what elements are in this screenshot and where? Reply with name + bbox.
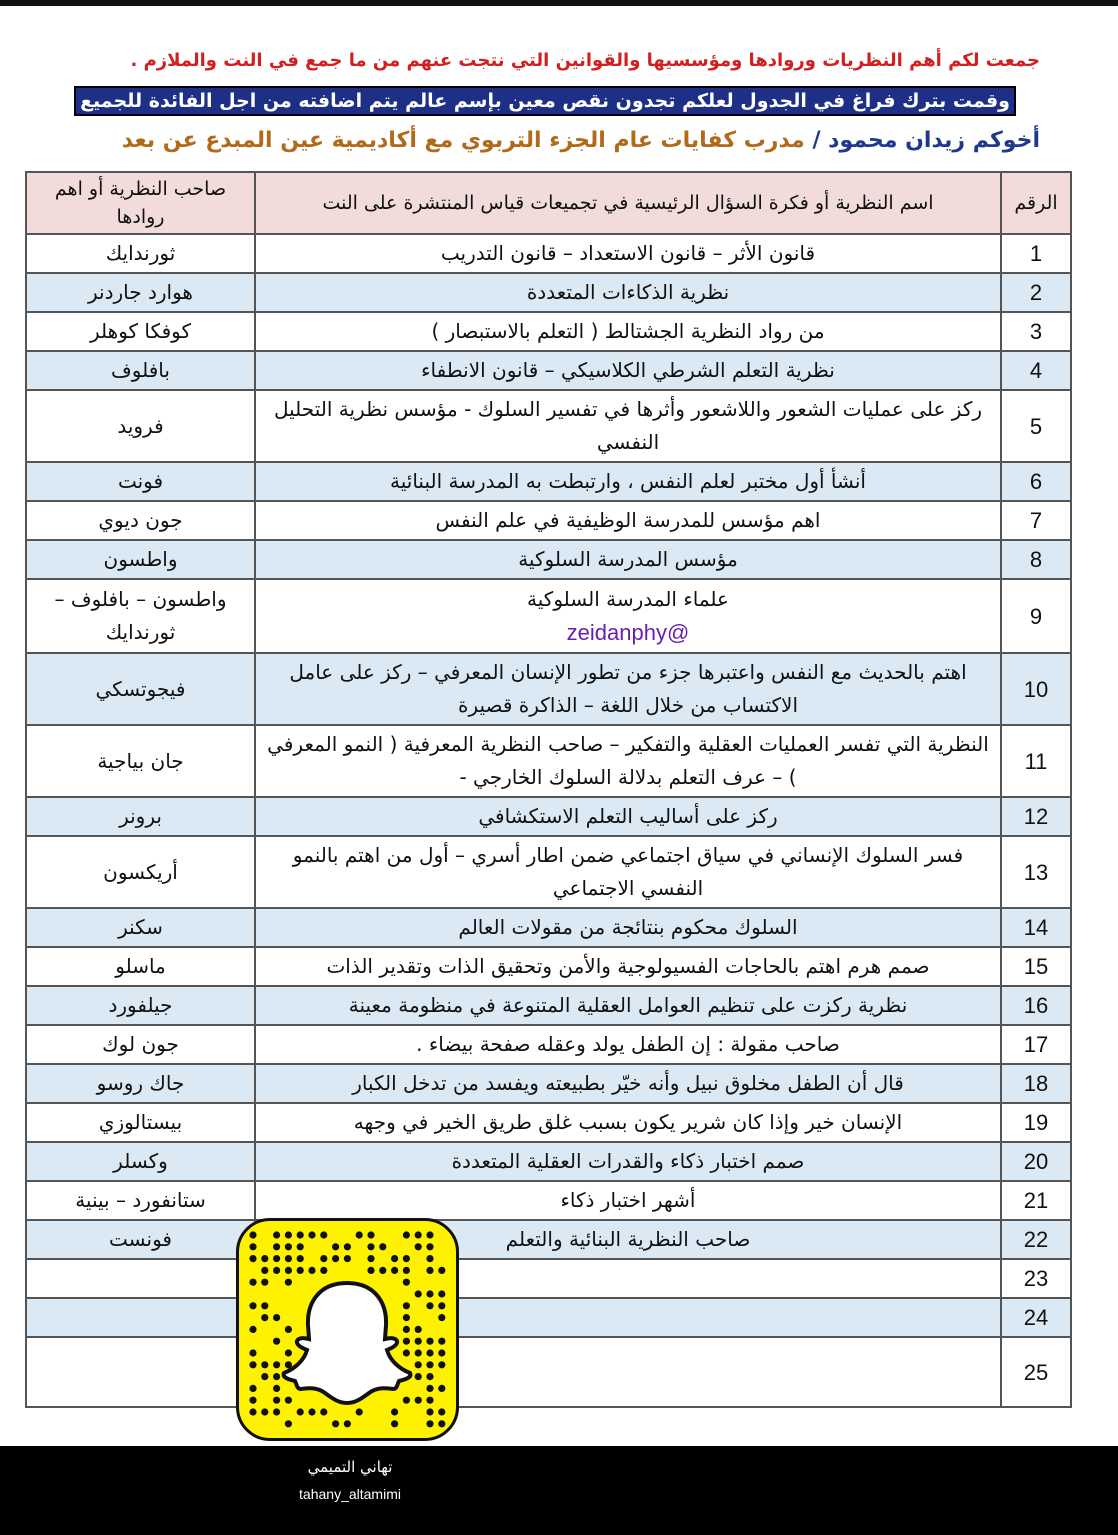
- theory-text: قانون الأثر – قانون الاستعداد – قانون التدريب: [440, 241, 816, 265]
- header-owner: صاحب النظرية أو اهم روادها: [26, 172, 255, 234]
- snapcode-dot: [391, 1420, 398, 1427]
- table-row: [26, 797, 1071, 836]
- row-theory: [255, 947, 1001, 986]
- row-owner: وكسلر: [26, 1142, 255, 1181]
- snapcode-dot: [261, 1361, 268, 1368]
- snapcode-dot: [249, 1361, 256, 1368]
- snapcode-dot: [249, 1385, 256, 1392]
- snapcode-dot: [297, 1255, 304, 1262]
- snapcode-dot: [367, 1255, 374, 1262]
- snapcode-dot: [391, 1408, 398, 1415]
- snapcode-dot: [391, 1255, 398, 1262]
- theory-text: نظرية التعلم الشرطي الكلاسيكي – قانون الانطفاء: [421, 358, 835, 382]
- snapcode-dot: [438, 1314, 445, 1321]
- snapcode-dot: [403, 1302, 410, 1309]
- theory-text: ركز على عمليات الشعور واللاشعور وأثرها في تفسير السلوك - مؤسس نظرية التحليل النفسي: [274, 397, 982, 454]
- snapcode-dot: [438, 1420, 445, 1427]
- table-row: [26, 653, 1071, 725]
- snapcode-dot: [403, 1397, 410, 1404]
- row-number: 11: [1001, 725, 1071, 797]
- snapcode-dot: [285, 1255, 292, 1262]
- row-owner: هوارد جاردنر: [26, 273, 255, 312]
- row-number: 7: [1001, 501, 1071, 540]
- snapcode-dot: [344, 1255, 351, 1262]
- snapcode-dot: [249, 1255, 256, 1262]
- row-number: 2: [1001, 273, 1071, 312]
- table-row: [26, 1220, 1071, 1259]
- snapcode-dot: [273, 1361, 280, 1368]
- snapcode-dot: [426, 1408, 433, 1415]
- row-owner: جون لوك: [26, 1025, 255, 1064]
- row-owner: [26, 1259, 255, 1298]
- table-row: [26, 1181, 1071, 1220]
- row-owner: [26, 1298, 255, 1337]
- row-theory: [255, 273, 1001, 312]
- snapcode-dot: [261, 1255, 268, 1262]
- footer-name: تهاني التميمي: [307, 1458, 393, 1476]
- row-theory: [255, 462, 1001, 501]
- footer-bar: [0, 1446, 1118, 1535]
- snapcode-dot: [320, 1231, 327, 1238]
- row-number: 5: [1001, 390, 1071, 462]
- snapcode-dot: [332, 1243, 339, 1250]
- snapcode-dot: [308, 1267, 315, 1274]
- table-row: [26, 1103, 1071, 1142]
- row-theory: [255, 540, 1001, 579]
- snapcode-dot: [273, 1231, 280, 1238]
- row-number: 25: [1001, 1337, 1071, 1407]
- snapcode-dot: [426, 1385, 433, 1392]
- snapcode-dot: [426, 1243, 433, 1250]
- theories-table: [25, 171, 1072, 1408]
- snapcode-dot: [285, 1243, 292, 1250]
- table-header-row: [26, 172, 1071, 234]
- theory-text: صاحب النظرية البنائية والتعلم: [505, 1227, 751, 1251]
- theory-text: ركز على أساليب التعلم الاستكشافي: [478, 804, 778, 828]
- snapcode-dot: [415, 1231, 422, 1238]
- snapcode-dot: [403, 1314, 410, 1321]
- theory-text: أشهر اختبار ذكاء: [560, 1188, 696, 1212]
- snapcode-dot: [367, 1243, 374, 1250]
- snapcode-dot: [438, 1267, 445, 1274]
- theory-text: علماء المدرسة السلوكية: [527, 587, 729, 611]
- row-theory: [255, 1142, 1001, 1181]
- snapcode-dot: [367, 1231, 374, 1238]
- ghost-icon: [284, 1283, 411, 1403]
- theory-text: الإنسان خير وإذا كان شرير يكون بسبب غلق طريق الخير في وجهه: [353, 1110, 903, 1134]
- theory-text: صمم هرم اهتم بالحاجات الفسيولوجية والأمن وتحقيق الذات وتقدير الذات: [326, 954, 930, 978]
- row-number: 22: [1001, 1220, 1071, 1259]
- row-theory: [255, 797, 1001, 836]
- table-row: [26, 501, 1071, 540]
- snapcode-dot: [403, 1231, 410, 1238]
- snapcode-dot: [320, 1255, 327, 1262]
- snapcode-dot: [273, 1385, 280, 1392]
- header-number: الرقم: [1001, 172, 1071, 234]
- snapcode-dot: [285, 1349, 292, 1356]
- snapcode-dot: [273, 1373, 280, 1380]
- row-number: 3: [1001, 312, 1071, 351]
- snapcode-dot: [273, 1397, 280, 1404]
- theory-text: مؤسس المدرسة السلوكية: [518, 547, 738, 571]
- table-row: [26, 836, 1071, 908]
- snapcode-dot: [249, 1279, 256, 1286]
- theory-text: اهتم بالحديث مع النفس واعتبرها جزء من تطور الإنسان المعرفي – ركز على عامل الاكتساب من خلال اللغة – الذاكرة قصيرة: [289, 660, 967, 717]
- snapcode-dot: [415, 1338, 422, 1345]
- table-row: [26, 312, 1071, 351]
- snapcode-dot: [438, 1385, 445, 1392]
- snapcode-dot: [438, 1361, 445, 1368]
- snapcode-dot: [297, 1243, 304, 1250]
- snapcode-dot: [249, 1408, 256, 1415]
- row-number: 18: [1001, 1064, 1071, 1103]
- snapcode-dot: [249, 1231, 256, 1238]
- table-row: [26, 1337, 1071, 1407]
- theory-text: صاحب مقولة : إن الطفل يولد وعقله صفحة بيضاء .: [416, 1032, 840, 1056]
- row-number: 21: [1001, 1181, 1071, 1220]
- table-row: [26, 986, 1071, 1025]
- snapcode-dot: [403, 1255, 410, 1262]
- snapcode-dot: [249, 1349, 256, 1356]
- snapcode-dot: [344, 1420, 351, 1427]
- row-number: 24: [1001, 1298, 1071, 1337]
- header-theory: اسم النظرية أو فكرة السؤال الرئيسية في تجميعات قياس المنتشرة على النت: [255, 172, 1001, 234]
- table-row: [26, 1259, 1071, 1298]
- snapcode-dot: [426, 1373, 433, 1380]
- table-row: [26, 579, 1071, 653]
- snapcode-dot: [415, 1397, 422, 1404]
- snapcode-dot: [273, 1408, 280, 1415]
- snapcode-dot: [273, 1267, 280, 1274]
- theory-text: السلوك محكوم بنتائجة من مقولات العالم: [458, 915, 798, 939]
- row-owner: جان بياجية: [26, 725, 255, 797]
- row-owner: جون ديوي: [26, 501, 255, 540]
- table-row: [26, 1025, 1071, 1064]
- snapcode-dot: [261, 1408, 268, 1415]
- row-owner: فرويد: [26, 390, 255, 462]
- snapcode-dot: [415, 1373, 422, 1380]
- snapcode-dot: [320, 1267, 327, 1274]
- row-number: 4: [1001, 351, 1071, 390]
- watermark-handle: @zeidanphy: [566, 620, 690, 645]
- row-number: 14: [1001, 908, 1071, 947]
- row-owner: سكنر: [26, 908, 255, 947]
- snapcode-dot: [332, 1420, 339, 1427]
- snapcode-dot: [261, 1314, 268, 1321]
- snapcode-dot: [344, 1243, 351, 1250]
- snapcode-dot: [320, 1408, 327, 1415]
- snapcode-dot: [403, 1279, 410, 1286]
- row-theory: [255, 1181, 1001, 1220]
- snapcode-dot: [426, 1361, 433, 1368]
- snapcode-dot: [403, 1349, 410, 1356]
- row-theory: [255, 234, 1001, 273]
- row-owner: فيجوتسكي: [26, 653, 255, 725]
- row-owner: أريكسون: [26, 836, 255, 908]
- snapcode-dot: [426, 1349, 433, 1356]
- snapcode-dot: [426, 1267, 433, 1274]
- snapcode-dot: [249, 1326, 256, 1333]
- row-theory: [255, 1025, 1001, 1064]
- table-row: [26, 273, 1071, 312]
- row-number: 8: [1001, 540, 1071, 579]
- snapcode-dot: [438, 1408, 445, 1415]
- snapcode: [236, 1218, 459, 1441]
- snapcode-dot: [415, 1361, 422, 1368]
- row-owner: برونر: [26, 797, 255, 836]
- intro-line-2-highlighted: وقمت بترك فراغ في الجدول لعلكم تجدون نقص معين بإسم عالم يتم اضافته من اجل الفائدة للجميع: [74, 86, 1016, 116]
- snapcode-dot: [415, 1326, 422, 1333]
- snapcode-dot: [249, 1243, 256, 1250]
- snapcode-dot: [249, 1302, 256, 1309]
- table-row: [26, 947, 1071, 986]
- row-number: 6: [1001, 462, 1071, 501]
- row-number: 13: [1001, 836, 1071, 908]
- author-title: مدرب كفايات عام الجزء التربوي مع أكاديمية عين المبدع عن بعد: [121, 128, 805, 153]
- row-number: 19: [1001, 1103, 1071, 1142]
- row-theory: [255, 501, 1001, 540]
- row-number: 12: [1001, 797, 1071, 836]
- snapcode-dot: [438, 1302, 445, 1309]
- snapcode-dot: [415, 1290, 422, 1297]
- theory-text: من رواد النظرية الجشتالط ( التعلم بالاستبصار ): [431, 319, 825, 343]
- snapcode-dot: [285, 1279, 292, 1286]
- snapcode-dot: [426, 1420, 433, 1427]
- snapcode-dot: [308, 1408, 315, 1415]
- theory-text: نظرية ركزت على تنظيم العوامل العقلية المتنوعة في منظومة معينة: [348, 993, 908, 1017]
- theory-text: أنشأ أول مختبر لعلم النفس ، وارتبطت به المدرسة البنائية: [390, 469, 866, 493]
- snapcode-dot: [426, 1397, 433, 1404]
- snapcode-dot: [332, 1255, 339, 1262]
- row-number: 9: [1001, 579, 1071, 653]
- row-theory: [255, 1064, 1001, 1103]
- row-owner: فونت: [26, 462, 255, 501]
- snapcode-dot: [415, 1243, 422, 1250]
- row-owner: بيستالوزي: [26, 1103, 255, 1142]
- snapcode-dot: [285, 1231, 292, 1238]
- table-row: [26, 390, 1071, 462]
- row-owner: [26, 1337, 255, 1407]
- snapcode-dot: [379, 1243, 386, 1250]
- row-theory: [255, 351, 1001, 390]
- snapcode-dot: [426, 1338, 433, 1345]
- snapcode-graphic: [239, 1221, 456, 1438]
- snapcode-dot: [438, 1290, 445, 1297]
- table-row: [26, 234, 1071, 273]
- row-theory: [255, 579, 1001, 653]
- row-owner: جيلفورد: [26, 986, 255, 1025]
- footer-handle: tahany_altamimi: [299, 1486, 401, 1502]
- snapcode-dot: [249, 1397, 256, 1404]
- snapcode-dot: [285, 1267, 292, 1274]
- theory-text: نظرية الذكاءات المتعددة: [526, 280, 730, 304]
- table-row: [26, 725, 1071, 797]
- row-owner: فونست: [26, 1220, 255, 1259]
- table-row: [26, 1298, 1071, 1337]
- theory-text: صمم اختبار ذكاء والقدرات العقلية المتعددة: [451, 1149, 805, 1173]
- table-row: [26, 908, 1071, 947]
- snapcode-dot: [356, 1231, 363, 1238]
- row-owner: ستانفورد – بينية: [26, 1181, 255, 1220]
- author-name: أخوكم زيدان محمود /: [812, 128, 1040, 153]
- snapcode-dot: [426, 1302, 433, 1309]
- row-number: 17: [1001, 1025, 1071, 1064]
- snapcode-dot: [261, 1373, 268, 1380]
- author-credit: [122, 128, 1040, 153]
- snapcode-dot: [356, 1408, 363, 1415]
- snapcode-dot: [367, 1267, 374, 1274]
- snapcode-dot: [261, 1302, 268, 1309]
- row-owner: جاك روسو: [26, 1064, 255, 1103]
- snapcode-dot: [308, 1231, 315, 1238]
- snapcode-dot: [379, 1267, 386, 1274]
- snapcode-dot: [403, 1326, 410, 1333]
- snapcode-dot: [261, 1279, 268, 1286]
- row-theory: [255, 1103, 1001, 1142]
- snapcode-dot: [415, 1349, 422, 1356]
- row-number: 23: [1001, 1259, 1071, 1298]
- table-row: [26, 540, 1071, 579]
- row-owner: ثورندايك: [26, 234, 255, 273]
- table-row: [26, 351, 1071, 390]
- snapcode-dot: [297, 1408, 304, 1415]
- snapcode-dot: [426, 1290, 433, 1297]
- row-number: 20: [1001, 1142, 1071, 1181]
- row-theory: [255, 836, 1001, 908]
- theory-text: قال أن الطفل مخلوق نبيل وأنه خيّر بطبيعته ويفسد من تدخل الكبار: [352, 1071, 904, 1095]
- row-owner: ماسلو: [26, 947, 255, 986]
- snapcode-dot: [285, 1326, 292, 1333]
- snapcode-dot: [285, 1420, 292, 1427]
- table-row: [26, 1064, 1071, 1103]
- theory-text: اهم مؤسس للمدرسة الوظيفية في علم النفس: [435, 508, 821, 532]
- snapcode-dot: [261, 1267, 268, 1274]
- row-theory: [255, 653, 1001, 725]
- snapcode-dot: [273, 1314, 280, 1321]
- theory-text: النظرية التي تفسر العمليات العقلية والتفكير – صاحب النظرية المعرفية ( النمو المعرفي ) – عرف التعلم بدلالة السلوك الخارجي -: [267, 732, 989, 789]
- table-row: [26, 1142, 1071, 1181]
- row-number: 16: [1001, 986, 1071, 1025]
- table-row: [26, 462, 1071, 501]
- snapcode-dot: [297, 1267, 304, 1274]
- row-theory: [255, 908, 1001, 947]
- snapcode-dot: [273, 1338, 280, 1345]
- row-owner: كوفكا كوهلر: [26, 312, 255, 351]
- snapcode-dot: [273, 1255, 280, 1262]
- snapcode-dot: [273, 1243, 280, 1250]
- snapcode-dot: [403, 1338, 410, 1345]
- theory-text: فسر السلوك الإنساني في سياق اجتماعي ضمن اطار أسري – أول من اهتم بالنمو النفسي الاجتماعي: [292, 843, 964, 900]
- row-number: 15: [1001, 947, 1071, 986]
- row-theory: [255, 312, 1001, 351]
- row-owner: واطسون – بافلوف – ثورندايك: [26, 579, 255, 653]
- snapcode-dot: [297, 1231, 304, 1238]
- row-theory: [255, 390, 1001, 462]
- snapcode-dot: [403, 1267, 410, 1274]
- snapcode-dot: [438, 1338, 445, 1345]
- snapcode-dot: [426, 1231, 433, 1238]
- snapcode-dot: [426, 1255, 433, 1262]
- snapcode-dot: [391, 1267, 398, 1274]
- intro-line-1: جمعت لكم أهم النظريات وروادها ومؤسسيها والقوانين التي نتجت عنهم من ما جمع في النت والملازم .: [130, 50, 1040, 71]
- row-theory: [255, 986, 1001, 1025]
- row-owner: واطسون: [26, 540, 255, 579]
- top-border: [0, 0, 1118, 6]
- snapcode-dot: [438, 1349, 445, 1356]
- snapcode-dot: [285, 1397, 292, 1404]
- row-theory: [255, 725, 1001, 797]
- row-number: 1: [1001, 234, 1071, 273]
- row-number: 10: [1001, 653, 1071, 725]
- row-owner: بافلوف: [26, 351, 255, 390]
